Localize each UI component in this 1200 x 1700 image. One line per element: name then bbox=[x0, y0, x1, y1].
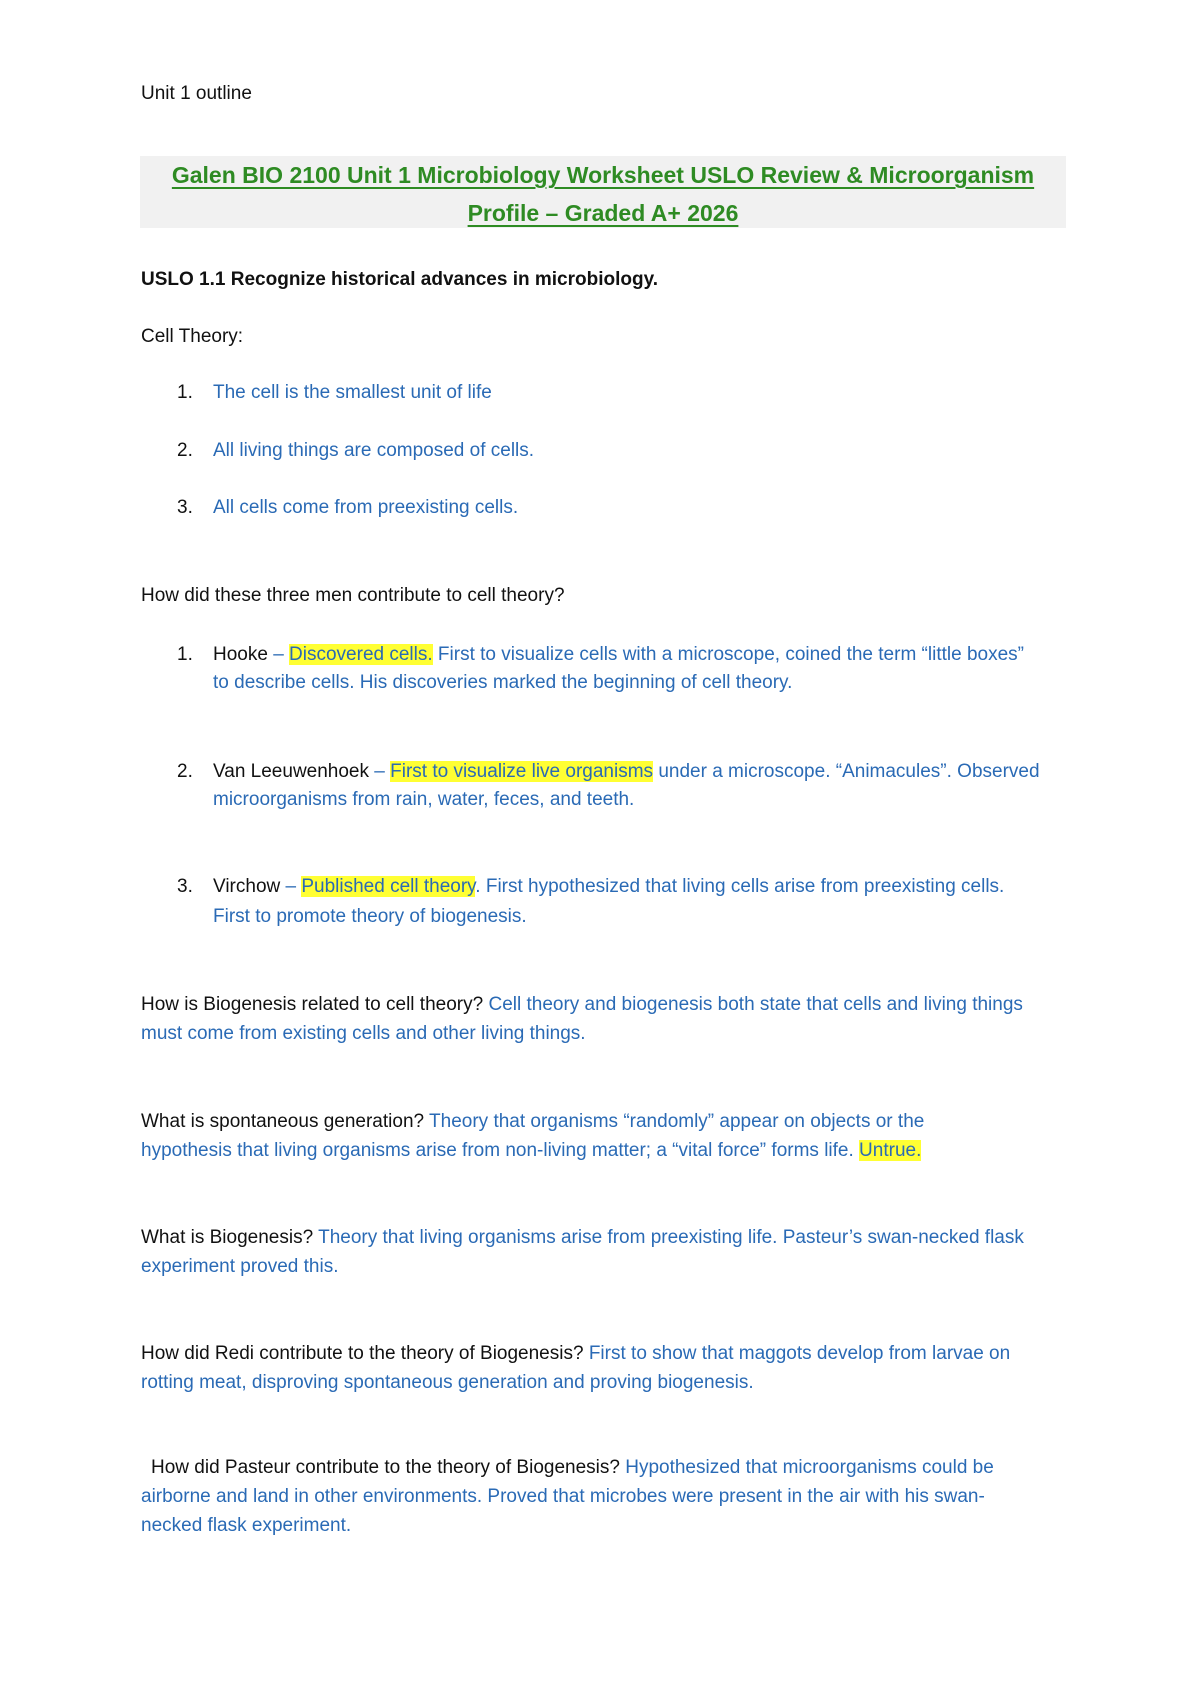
document-title-line-1: Galen BIO 2100 Unit 1 Microbiology Worksheet USLO Review & Microorganism bbox=[171, 162, 1035, 188]
contributor-name: Hooke bbox=[213, 644, 268, 665]
cell-theory-num-2: 2. bbox=[177, 440, 193, 461]
unit-outline-label: Unit 1 outline bbox=[141, 83, 252, 104]
contributor-detail-line-2: microorganisms from rain, water, feces, and teeth. bbox=[213, 789, 635, 810]
answer-text: First to show that maggots develop from larvae on bbox=[583, 1343, 1011, 1364]
qa-redi-contribution bbox=[141, 1339, 1061, 1397]
answer-text-line-2: hypothesis that living organisms arise from non-living matter; a “vital force” forms life. bbox=[141, 1140, 860, 1161]
highlighted-text: Discovered cells. bbox=[289, 644, 433, 665]
answer-text-line-2: airborne and land in other environments. Proved that microbes were present in the air with his swan- bbox=[141, 1486, 985, 1507]
document-title-line-2: Profile – Graded A+ 2026 bbox=[467, 200, 739, 226]
contributor-num-2: 2. bbox=[177, 761, 193, 782]
separator: – bbox=[267, 644, 290, 665]
cell-theory-label: Cell Theory: bbox=[141, 326, 244, 347]
cell-theory-item-2: All living things are composed of cells. bbox=[213, 440, 535, 461]
document-title-box bbox=[140, 156, 1066, 228]
highlighted-text: Untrue. bbox=[859, 1140, 922, 1161]
question-text: How did Pasteur contribute to the theory of Biogenesis? bbox=[151, 1457, 620, 1478]
question-text: What is Biogenesis? bbox=[141, 1227, 314, 1248]
contributor-item-3 bbox=[213, 873, 1073, 901]
cell-theory-item-3: All cells come from preexisting cells. bbox=[213, 497, 519, 518]
contributor-detail: under a microscope. “Animacules”. Observed bbox=[653, 761, 1040, 782]
contributor-num-1: 1. bbox=[177, 644, 193, 665]
qa-biogenesis-cell-theory bbox=[141, 990, 1061, 1048]
answer-text-line-2: experiment proved this. bbox=[141, 1256, 339, 1277]
cell-theory-num-1: 1. bbox=[177, 382, 193, 403]
answer-text-line-2: rotting meat, disproving spontaneous generation and proving biogenesis. bbox=[141, 1372, 754, 1393]
separator: – bbox=[369, 761, 391, 782]
answer-text-line-2: must come from existing cells and other living things. bbox=[141, 1023, 586, 1044]
contributor-item-2 bbox=[213, 758, 1073, 786]
uslo-heading: USLO 1.1 Recognize historical advances in microbiology. bbox=[141, 269, 659, 290]
contributor-name: Virchow bbox=[213, 876, 281, 897]
qa-what-is-biogenesis bbox=[141, 1223, 1061, 1281]
answer-text: Theory that organisms “randomly” appear on objects or the bbox=[424, 1111, 925, 1132]
cell-theory-item-1: The cell is the smallest unit of life bbox=[213, 382, 492, 403]
qa-pasteur-contribution bbox=[141, 1453, 1061, 1540]
answer-text: Hypothesized that microorganisms could be bbox=[619, 1457, 994, 1478]
question-text: What is spontaneous generation? bbox=[141, 1111, 425, 1132]
highlighted-text: First to visualize live organisms bbox=[390, 761, 654, 782]
contributors-question: How did these three men contribute to cell theory? bbox=[141, 585, 565, 606]
contributor-item-1 bbox=[213, 641, 1073, 669]
contributor-detail-line-2: First to promote theory of biogenesis. bbox=[213, 906, 527, 927]
contributor-detail: . First hypothesized that living cells arise from preexisting cells. bbox=[475, 876, 1005, 897]
answer-text: Cell theory and biogenesis both state that cells and living things bbox=[483, 994, 1023, 1015]
contributor-detail: First to visualize cells with a microscope, coined the term “little boxes” bbox=[432, 644, 1024, 665]
answer-text: Theory that living organisms arise from preexisting life. Pasteur’s swan-necked flask bbox=[313, 1227, 1024, 1248]
qa-spontaneous-generation bbox=[141, 1107, 1061, 1165]
contributor-name: Van Leeuwenhoek bbox=[213, 761, 369, 782]
question-text: How did Redi contribute to the theory of Biogenesis? bbox=[141, 1343, 584, 1364]
highlighted-text: Published cell theory bbox=[301, 876, 476, 897]
separator: – bbox=[280, 876, 302, 897]
question-text: How is Biogenesis related to cell theory? bbox=[141, 994, 484, 1015]
contributor-detail-line-2: to describe cells. His discoveries marked the beginning of cell theory. bbox=[213, 672, 793, 693]
answer-text-line-3: necked flask experiment. bbox=[141, 1515, 352, 1536]
cell-theory-num-3: 3. bbox=[177, 497, 193, 518]
contributor-num-3: 3. bbox=[177, 876, 193, 897]
